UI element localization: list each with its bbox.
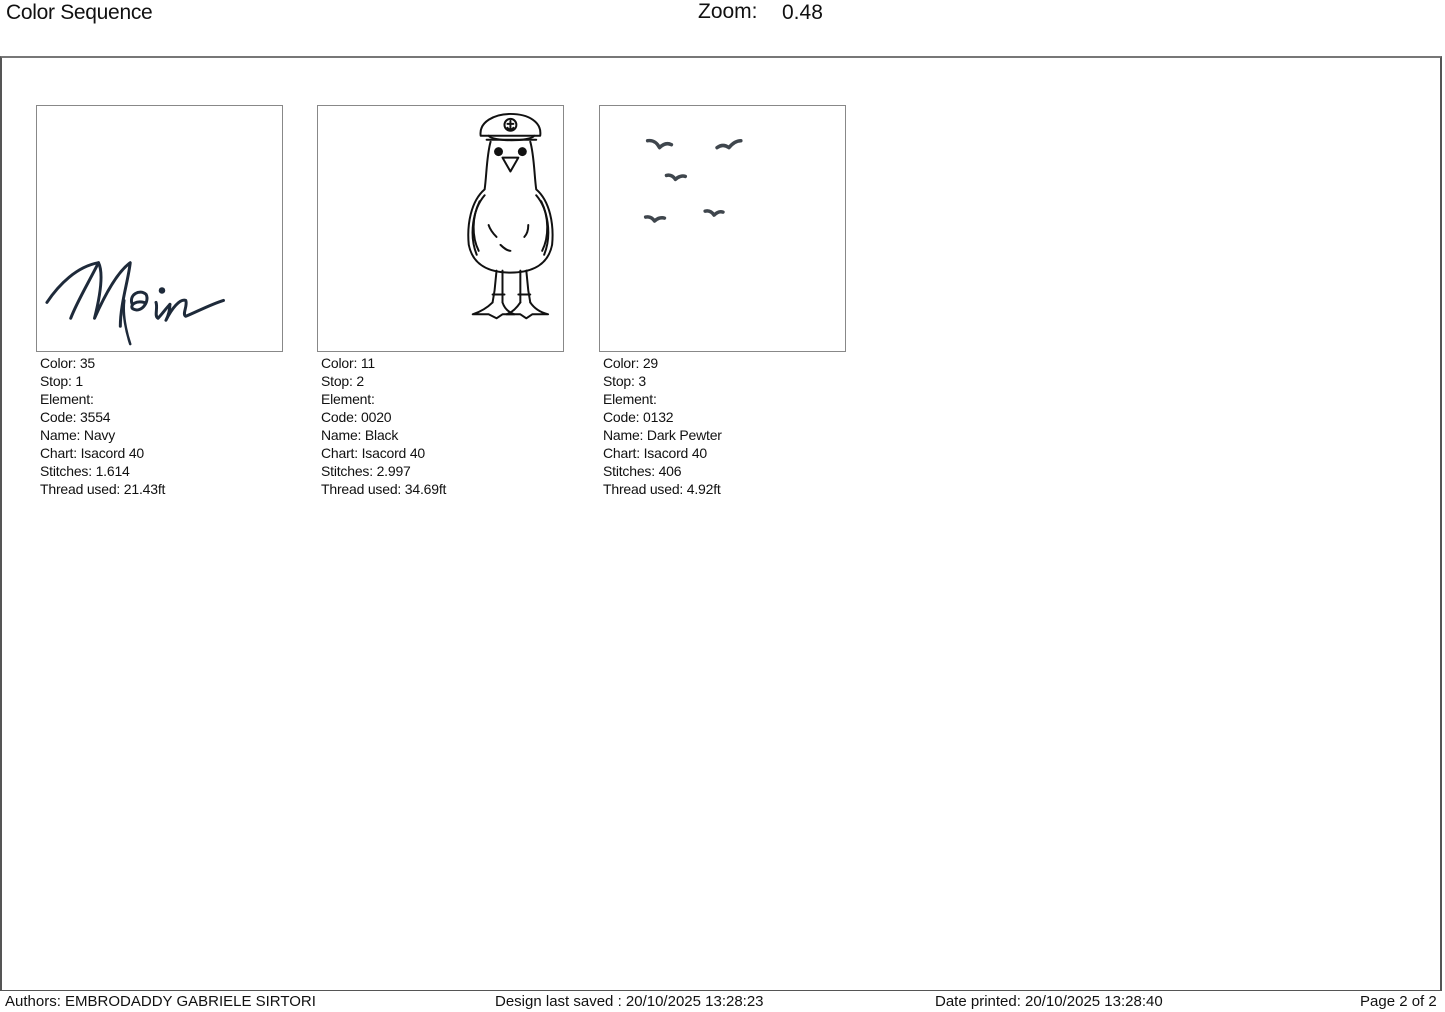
page-title: Color Sequence bbox=[6, 1, 153, 24]
footer bbox=[0, 992, 1445, 1012]
thread-used: Thread used: 21.43ft bbox=[40, 481, 166, 497]
thread-name: Name: Dark Pewter bbox=[603, 427, 722, 443]
stop-number: Stop: 3 bbox=[603, 373, 646, 389]
flying-birds-icon bbox=[600, 106, 845, 351]
thread-chart: Chart: Isacord 40 bbox=[321, 445, 425, 461]
color-card-1 bbox=[36, 105, 283, 498]
design-last-saved: Design last saved : 20/10/2025 13:28:23 bbox=[495, 993, 764, 1010]
zoom-value: 0.48 bbox=[782, 1, 823, 24]
seagull-captain-icon bbox=[318, 106, 563, 351]
thread-code: Code: 0020 bbox=[321, 409, 392, 425]
thread-used: Thread used: 4.92ft bbox=[603, 481, 721, 497]
element-label: Element: bbox=[603, 391, 657, 407]
thread-chart: Chart: Isacord 40 bbox=[603, 445, 707, 461]
thread-name: Name: Navy bbox=[40, 427, 116, 443]
stop-number: Stop: 2 bbox=[321, 373, 364, 389]
thread-chart: Chart: Isacord 40 bbox=[40, 445, 144, 461]
color-card-3 bbox=[599, 105, 846, 498]
thumbnail-birds bbox=[599, 105, 846, 352]
date-printed: Date printed: 20/10/2025 13:28:40 bbox=[935, 993, 1163, 1010]
color-card-2 bbox=[317, 105, 564, 498]
thread-name: Name: Black bbox=[321, 427, 399, 443]
thread-info bbox=[317, 354, 564, 498]
stitch-count: Stitches: 406 bbox=[603, 463, 682, 479]
stop-number: Stop: 1 bbox=[40, 373, 83, 389]
element-label: Element: bbox=[321, 391, 375, 407]
thread-info bbox=[599, 354, 846, 498]
thumbnail-seagull bbox=[317, 105, 564, 352]
stitch-count: Stitches: 1.614 bbox=[40, 463, 130, 479]
element-label: Element: bbox=[40, 391, 94, 407]
stitch-count: Stitches: 2.997 bbox=[321, 463, 411, 479]
thread-used: Thread used: 34.69ft bbox=[321, 481, 447, 497]
thread-code: Code: 0132 bbox=[603, 409, 674, 425]
thread-info bbox=[36, 354, 283, 498]
authors: Authors: EMBRODADDY GABRIELE SIRTORI bbox=[5, 993, 316, 1010]
color-number: Color: 29 bbox=[603, 355, 659, 371]
thumbnail-moin bbox=[36, 105, 283, 352]
page-number: Page 2 of 2 bbox=[1360, 993, 1437, 1010]
zoom-label: Zoom: bbox=[698, 0, 758, 23]
color-number: Color: 11 bbox=[321, 355, 375, 371]
moin-lettering-icon bbox=[37, 106, 282, 351]
color-number: Color: 35 bbox=[40, 355, 96, 371]
thread-code: Code: 3554 bbox=[40, 409, 111, 425]
